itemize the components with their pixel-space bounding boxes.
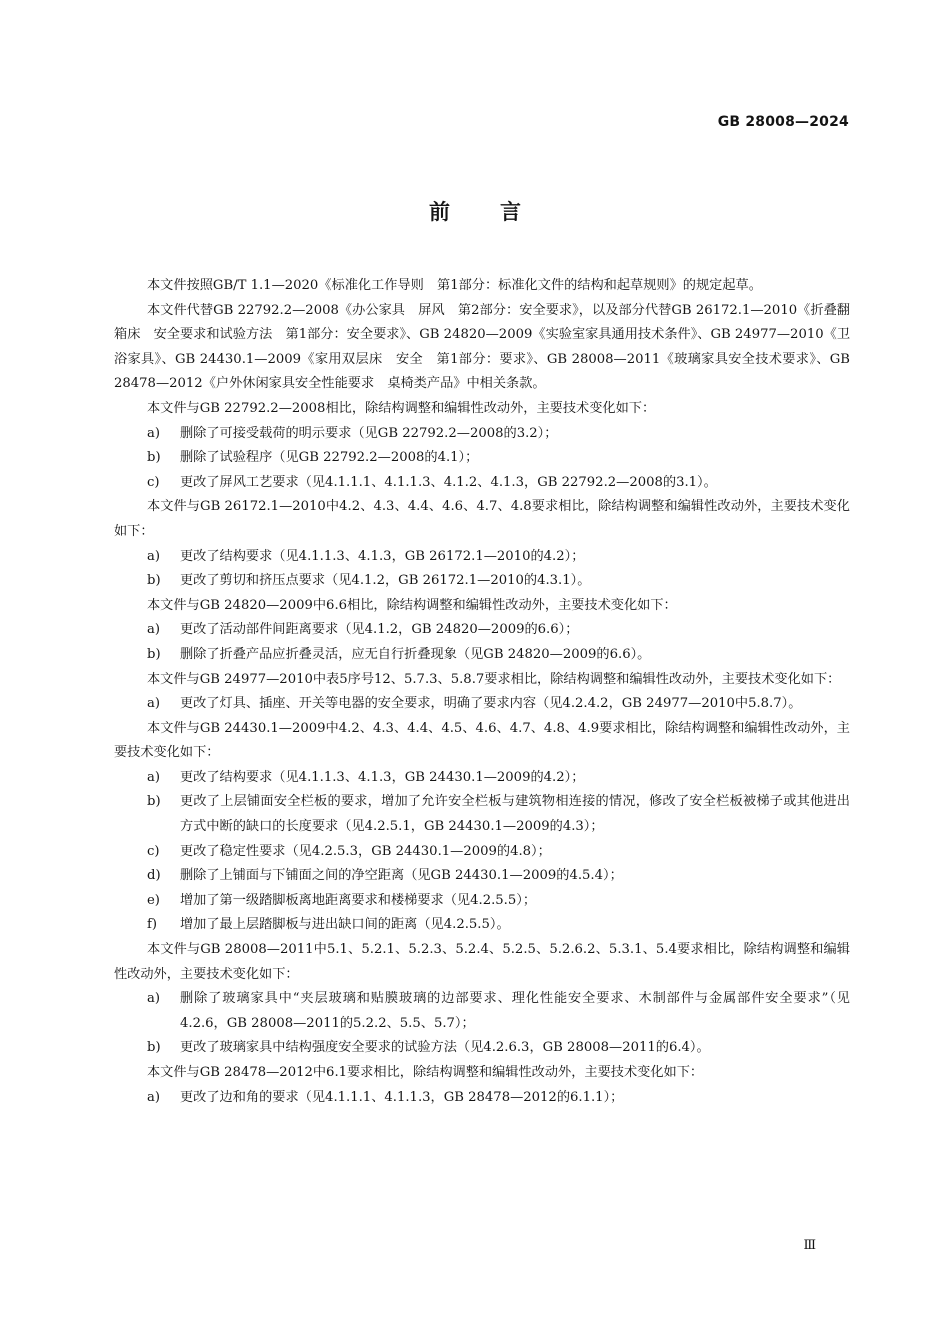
list-item-text: 更改了稳定性要求（见4.2.5.3，GB 24430.1—2009的4.8）； xyxy=(180,843,551,859)
page-title: 前言 xyxy=(429,200,571,224)
list-item-label: b) xyxy=(147,646,161,662)
list-item-text: 更改了上层铺面安全栏板的要求，增加了允许安全栏板与建筑物相连接的情况，修改了安全栏板被梯子或其他进出方式中断的缺口的长度要求（见4.2.5.1，GB 24430.1—2009的4.3）； xyxy=(180,794,850,835)
list-item xyxy=(114,446,850,471)
list-item-label: a) xyxy=(147,696,161,712)
list-item xyxy=(114,790,850,839)
list-item-label: c) xyxy=(147,474,160,490)
paragraph: 本文件与GB 24977—2010中表5序号12、5.7.3、5.8.7要求相比，除结构调整和编辑性改动外，主要技术变化如下： xyxy=(147,671,841,687)
list-item xyxy=(114,545,850,570)
list-item-text: 更改了活动部件间距离要求（见4.1.2，GB 24820—2009的6.6）； xyxy=(180,622,579,638)
list-item-text: 更改了灯具、插座、开关等电器的安全要求，明确了要求内容（见4.2.4.2，GB 24977—2010中5.8.7）。 xyxy=(180,696,802,712)
standard-number: GB 28008—2024 xyxy=(717,114,849,130)
list-item-label: a) xyxy=(147,548,161,564)
list-item-text: 更改了边和角的要求（见4.1.1.1、4.1.1.3，GB 28478—2012的6.1.1）； xyxy=(180,1089,624,1105)
list-item xyxy=(114,840,850,865)
paragraph: 本文件与GB 24430.1—2009中4.2、4.3、4.4、4.5、4.6、4.7、4.8、4.9要求相比，除结构调整和编辑性改动外，主要技术变化如下： xyxy=(114,720,850,761)
list-item xyxy=(114,889,850,914)
list-item xyxy=(114,618,850,643)
list-item-label: b) xyxy=(147,450,161,466)
list-item xyxy=(114,643,850,668)
list-item-label: b) xyxy=(147,794,161,810)
paragraph: 本文件与GB 28478—2012中6.1要求相比，除结构调整和编辑性改动外，主要技术变化如下： xyxy=(147,1065,704,1080)
list-item-label: a) xyxy=(147,991,161,1007)
list-item-label: e) xyxy=(147,892,160,908)
list-item xyxy=(114,692,850,717)
paragraph: 本文件与GB 28008—2011中5.1、5.2.1、5.2.3、5.2.4、5.2.5、5.2.6.2、5.3.1、5.4要求相比，除结构调整和编辑性改动外，主要技术变化如下： xyxy=(114,942,850,982)
list-item-text: 更改了玻璃家具中结构强度安全要求的试验方法（见4.2.6.3，GB 28008—2011的6.4）。 xyxy=(180,1040,710,1056)
list-item xyxy=(114,864,850,889)
document-body xyxy=(114,274,850,1110)
list-item-label: a) xyxy=(147,622,161,638)
list-item xyxy=(114,913,850,938)
list-item xyxy=(114,471,850,496)
paragraph: 本文件与GB 24820—2009中6.6相比，除结构调整和编辑性改动外，主要技术变化如下： xyxy=(147,597,677,613)
list-item xyxy=(114,1036,850,1061)
list-item xyxy=(114,987,850,1036)
list-item-label: d) xyxy=(147,868,161,884)
list-item xyxy=(114,766,850,791)
list-item-text: 增加了第一级踏脚板离地距离要求和楼梯要求（见4.2.5.5）； xyxy=(180,892,537,908)
list-item xyxy=(114,569,850,594)
list-item-text: 更改了剪切和挤压点要求（见4.1.2，GB 26172.1—2010的4.3.1）。 xyxy=(180,573,591,589)
list-item-text: 删除了玻璃家具中“夹层玻璃和贴膜玻璃的边部要求、理化性能安全要求、木制部件与金属部件安全要求”（见4.2.6，GB 28008—2011的5.2.2、5.5、5.7）； xyxy=(180,991,850,1031)
paragraph: 本文件与GB 22792.2—2008相比，除结构调整和编辑性改动外，主要技术变化如下： xyxy=(147,400,656,416)
list-item-label: b) xyxy=(147,1040,161,1056)
list-item-label: c) xyxy=(147,843,160,859)
list-item-label: b) xyxy=(147,573,161,589)
paragraph: 本文件代替GB 22792.2—2008《办公家具 屏风 第2部分：安全要求》，以及部分代替GB 26172.1—2010《折叠翻箱床 安全要求和试验方法 第1部分：安全要求》、GB 24820—2009《实验室家具通用技术条件》、GB 24977—2010《卫浴家具》、GB 24430.1—2009《家用双层床 安全 第1部分：要求》、GB 28008—2011《玻璃家具安全技术要求》、GB 28478—2012《户外休闲家具安全性能要求 桌椅类产品》中相关条款。 xyxy=(114,302,850,392)
list-item-text: 更改了结构要求（见4.1.1.3、4.1.3，GB 26172.1—2010的4.2）； xyxy=(180,548,585,564)
list-item-text: 更改了屏风工艺要求（见4.1.1.1、4.1.1.3、4.1.2、4.1.3，GB 22792.2—2008的3.1）。 xyxy=(180,474,717,490)
paragraph: 本文件与GB 26172.1—2010中4.2、4.3、4.4、4.6、4.7、4.8要求相比，除结构调整和编辑性改动外，主要技术变化如下： xyxy=(114,499,850,539)
paragraph: 本文件按照GB/T 1.1—2020《标准化工作导则 第1部分：标准化文件的结构和起草规则》的规定起草。 xyxy=(147,278,762,293)
list-item-label: a) xyxy=(147,1089,161,1105)
list-item xyxy=(114,422,850,447)
list-item-text: 删除了上铺面与下铺面之间的净空距离（见GB 24430.1—2009的4.5.4）； xyxy=(180,868,623,884)
list-item-label: a) xyxy=(147,425,161,441)
list-item-text: 删除了试验程序（见GB 22792.2—2008的4.1）； xyxy=(180,450,479,466)
list-item-text: 删除了折叠产品应折叠灵活，应无自行折叠现象（见GB 24820—2009的6.6）。 xyxy=(180,646,651,662)
list-item-label: a) xyxy=(147,769,161,785)
list-item xyxy=(114,1086,850,1111)
list-item-text: 删除了可接受载荷的明示要求（见GB 22792.2—2008的3.2）； xyxy=(180,425,558,441)
list-item-text: 增加了最上层踏脚板与进出缺口间的距离（见4.2.5.5）。 xyxy=(180,917,510,933)
list-item-text: 更改了结构要求（见4.1.1.3、4.1.3，GB 24430.1—2009的4.2）； xyxy=(180,769,585,785)
list-item-label: f) xyxy=(147,917,158,933)
page-number: Ⅲ xyxy=(803,1238,816,1253)
